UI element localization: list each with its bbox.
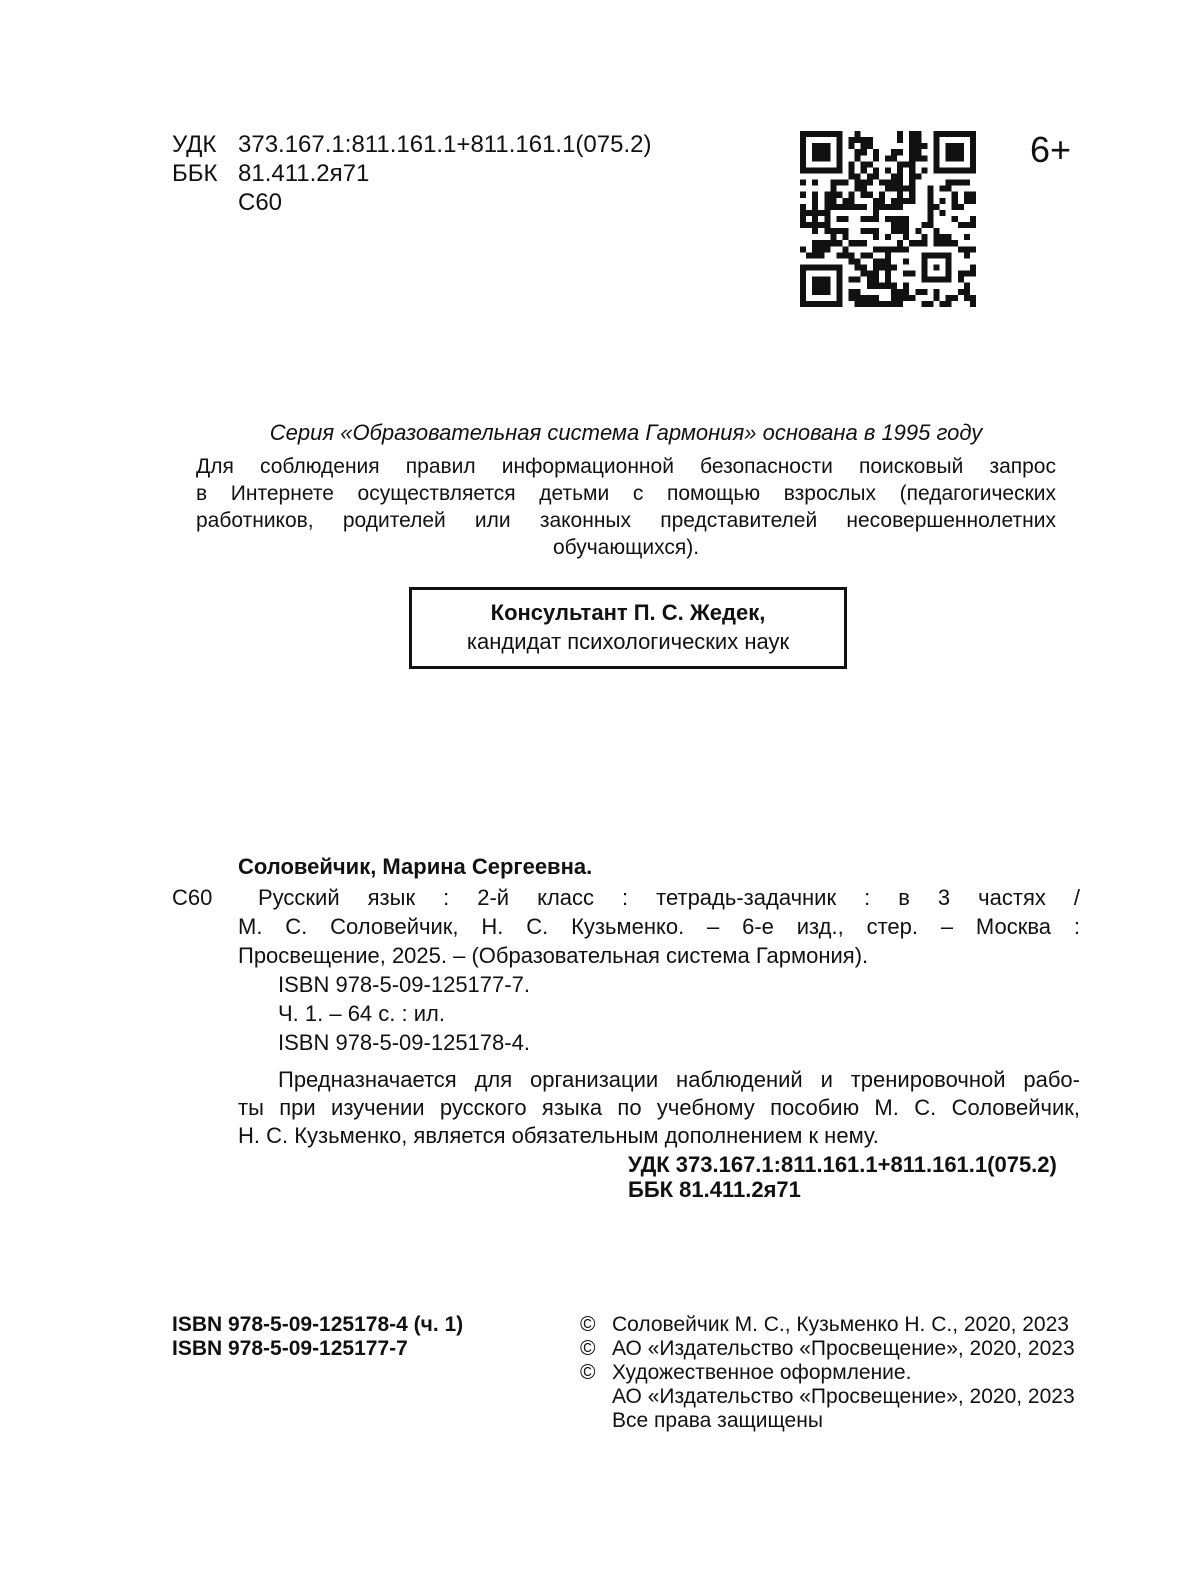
catalog-part: Ч. 1. – 64 с. : ил. (278, 1001, 445, 1026)
footer-isbn-2: ISBN 978-5-09-125177-7 (172, 1337, 408, 1360)
notice-line-3: работников, родителей или законных представителей несовершеннолетних (196, 509, 1056, 532)
notice-line-1: Для соблюдения правил информационной безопасности поисковый запрос (196, 455, 1056, 478)
udk-value: 373.167.1:811.161.1+811.161.1(075.2) (238, 131, 652, 158)
copyright-icon: © (580, 1361, 596, 1384)
catalog-isbn-part: ISBN 978-5-09-125178-4. (278, 1030, 530, 1055)
annotation-line-1: Предназначается для организации наблюдений и тренировочной рабо- (278, 1067, 1080, 1092)
catalog-bbk: ББК 81.411.2я71 (628, 1177, 801, 1202)
rights-reserved: Все права защищены (612, 1409, 823, 1432)
consultant-title: кандидат психологических наук (466, 629, 790, 654)
annotation-line-3: Н. С. Кузьменко, является обязательным дополнением к нему. (238, 1123, 879, 1148)
author-mark: С60 (238, 189, 283, 216)
copyright-icon: © (580, 1313, 596, 1336)
catalog-mark: С60 (172, 885, 213, 910)
consultant-box (409, 587, 847, 669)
bbk-label: ББК (172, 160, 218, 187)
notice-line-4: обучающихся). (552, 536, 700, 559)
qr-code-icon (800, 131, 976, 307)
copyright-line-2: АО «Издательство «Просвещение», 2020, 2023 (612, 1337, 1075, 1360)
catalog-author: Соловейчик, Марина Сергеевна. (238, 854, 593, 879)
bbk-value: 81.411.2я71 (238, 160, 370, 187)
copyright-line-1: Соловейчик М. С., Кузьменко Н. С., 2020, 2023 (612, 1313, 1069, 1336)
series-line: Серия «Образовательная система Гармония» основана в 1995 году (269, 420, 983, 445)
annotation-line-2: ты при изучении русского языка по учебному пособию М. С. Соловейчик, (238, 1095, 1080, 1120)
copyright-line-3b: АО «Издательство «Просвещение», 2020, 2023 (612, 1385, 1075, 1408)
notice-line-2: в Интернете осуществляется детьми с помощью взрослых (педагогических (196, 482, 1056, 505)
copyright-icon: © (580, 1337, 596, 1360)
catalog-udk: УДК 373.167.1:811.161.1+811.161.1(075.2) (628, 1152, 1057, 1177)
udk-label: УДК (172, 131, 217, 158)
copyright-line-3: Художественное оформление. (612, 1361, 912, 1384)
catalog-isbn-set: ISBN 978-5-09-125177-7. (278, 972, 530, 997)
catalog-line-2: М. С. Соловейчик, Н. С. Кузьменко. – 6-е изд., стер. – Москва : (238, 914, 1080, 939)
catalog-line-3: Просвещение, 2025. – (Образовательная система Гармония). (238, 943, 869, 968)
catalog-line-1: Русский язык : 2-й класс : тетрадь-задачник : в 3 частях / (258, 885, 1080, 910)
consultant-name: Консультант П. С. Жедек, (490, 600, 766, 625)
age-rating: 6+ (1030, 129, 1072, 170)
footer-isbn-1: ISBN 978-5-09-125178-4 (ч. 1) (172, 1313, 464, 1336)
